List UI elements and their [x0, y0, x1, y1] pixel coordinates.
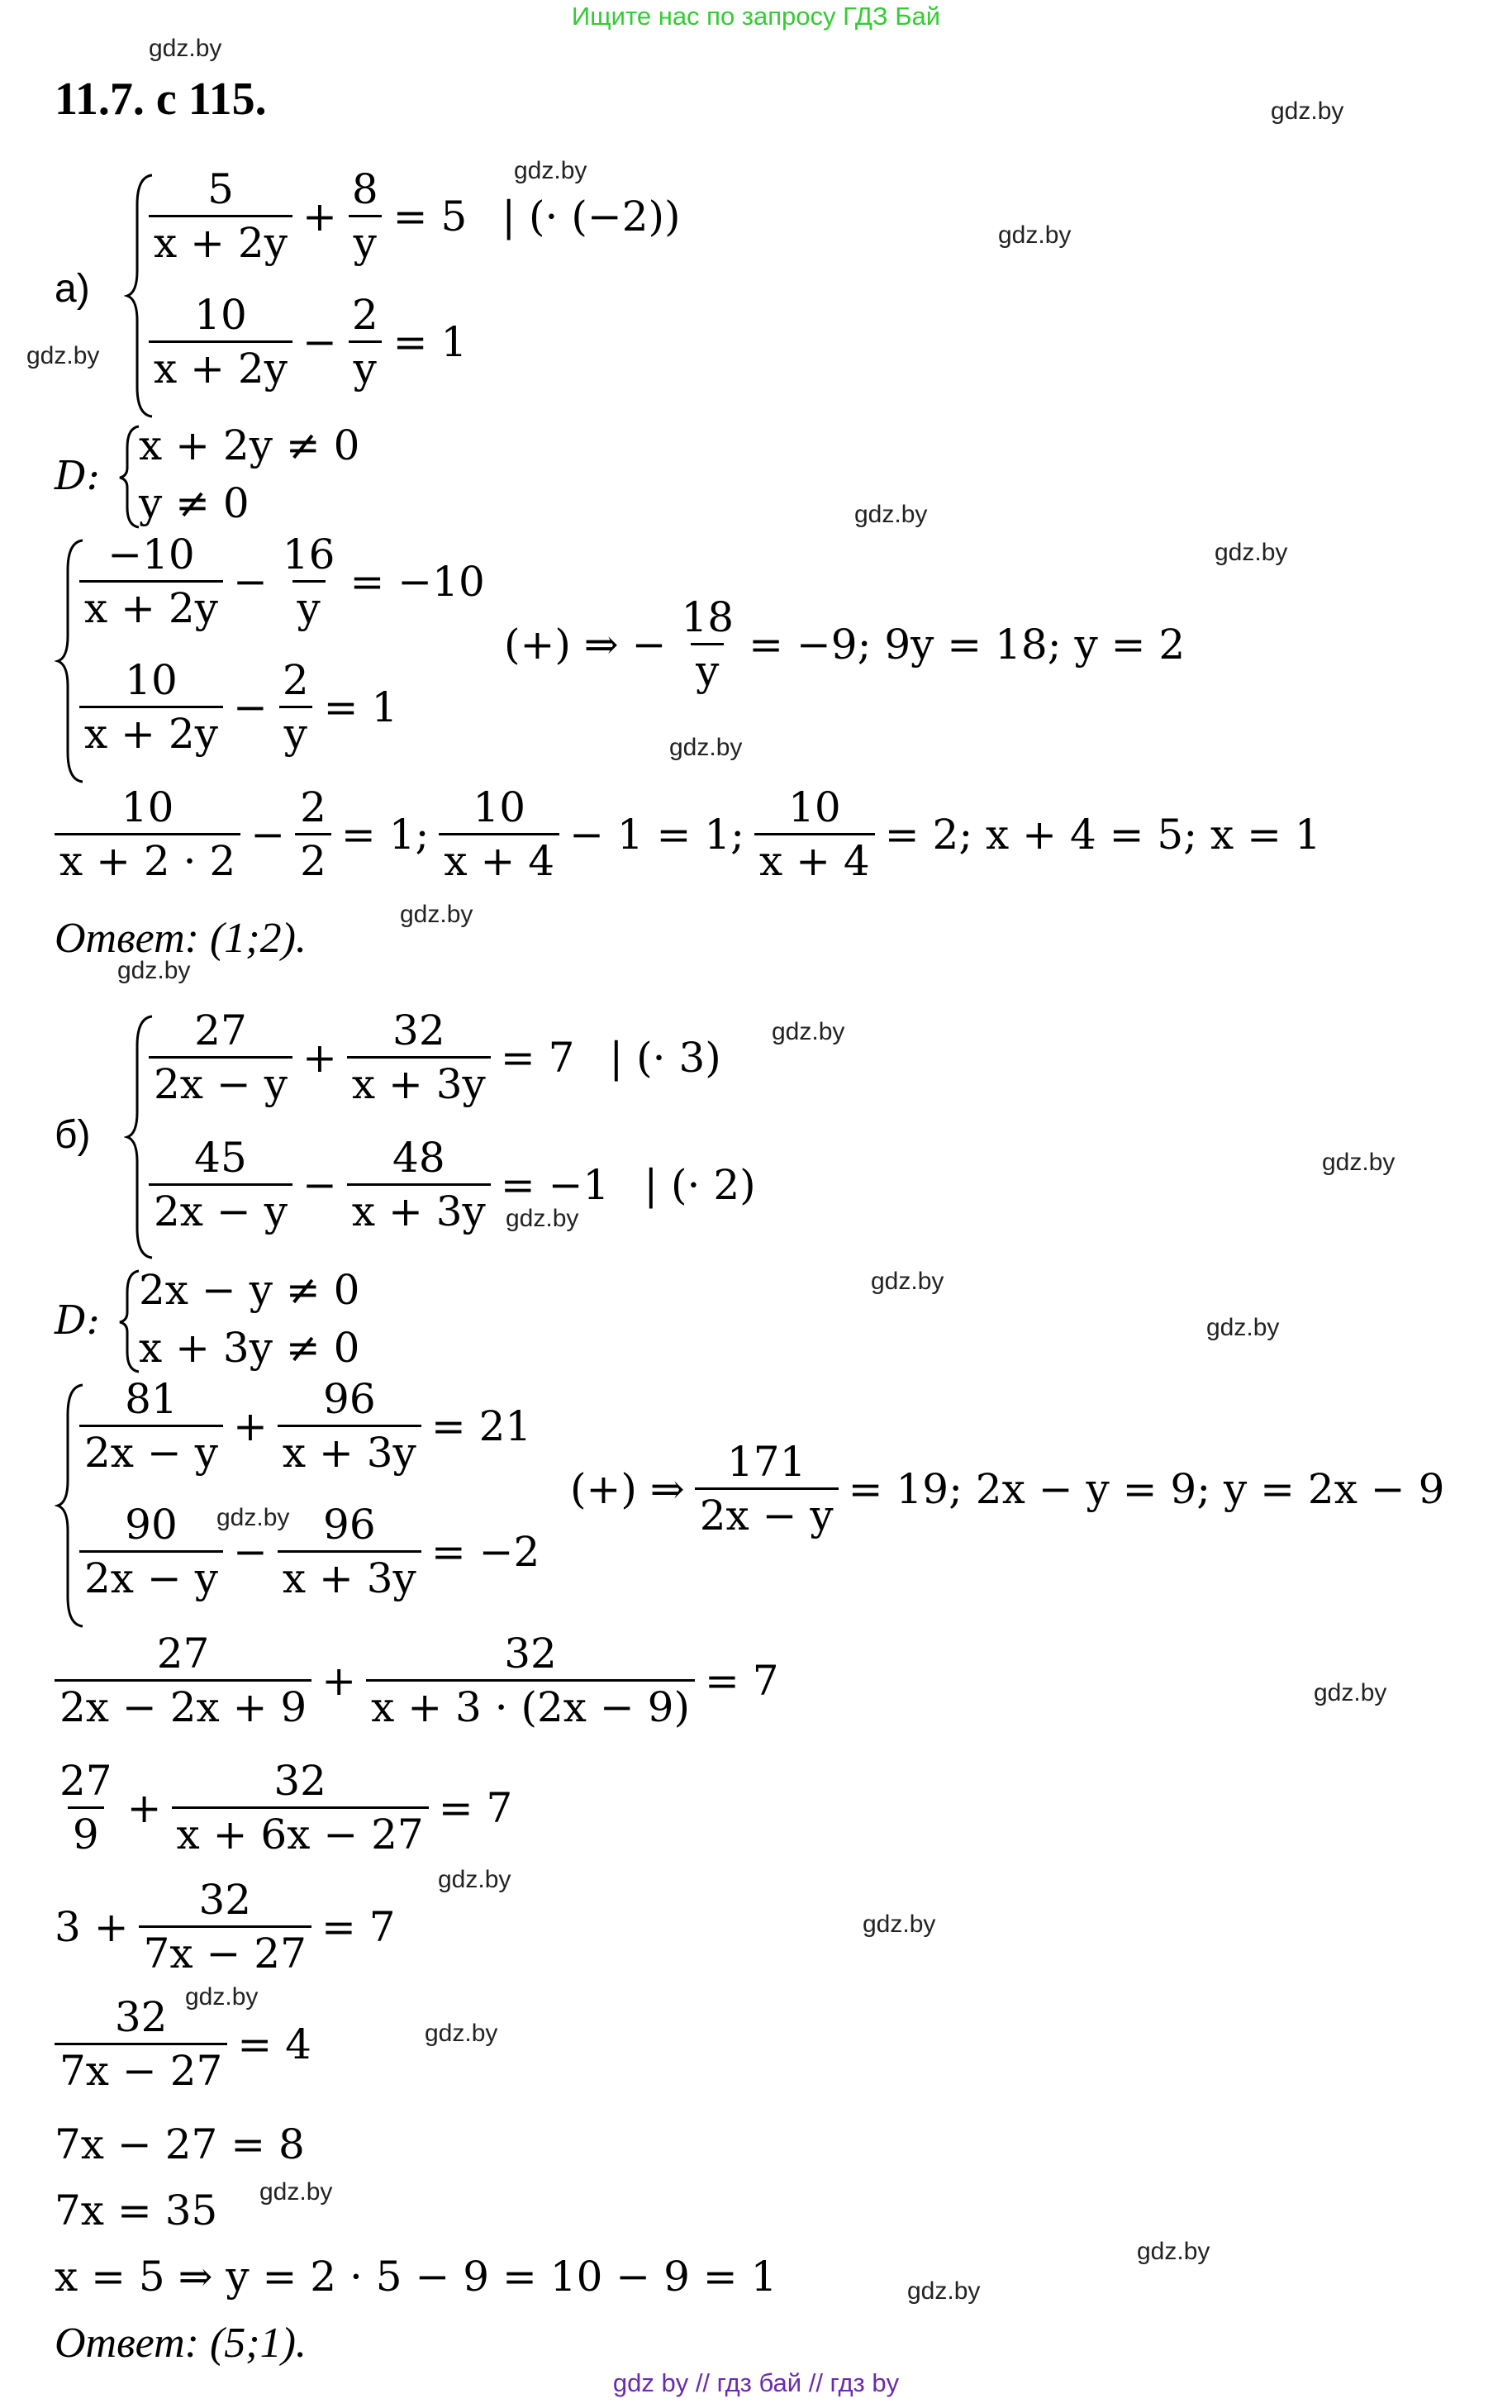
watermark: gdz.by	[117, 957, 191, 984]
right-hand-side: = 5	[392, 192, 468, 240]
text: − 1 = 1;	[569, 810, 745, 859]
sum-result-b	[570, 1438, 1445, 1540]
denominator: y	[349, 215, 382, 264]
denominator: x + 2y	[79, 706, 223, 754]
numerator: 5	[207, 165, 234, 213]
sum-suffix: = 19; 2x − y = 9; y = 2x − 9	[848, 1464, 1445, 1513]
denominator: 2x − y	[79, 1550, 223, 1599]
fraction	[149, 165, 292, 267]
fraction	[149, 1134, 292, 1235]
numerator: 90	[125, 1501, 178, 1549]
fraction	[695, 1438, 839, 1540]
right-hand-side: = −2	[430, 1527, 540, 1576]
part-b-label: б)	[55, 1113, 91, 1157]
denominator: y	[349, 340, 382, 389]
right-hand-side: = 7	[705, 1656, 779, 1705]
numerator: 81	[125, 1375, 178, 1423]
answer-a: Ответ: (1;2).	[55, 915, 307, 962]
operator: +	[126, 1783, 162, 1832]
denominator: 2x − 2x + 9	[55, 1679, 311, 1728]
watermark: gdz.by	[998, 221, 1072, 249]
denominator: 9	[68, 1806, 104, 1855]
watermark: gdz.by	[185, 1983, 259, 2011]
fraction	[676, 593, 739, 695]
fraction	[55, 1630, 311, 1731]
denominator: x + 4	[754, 833, 875, 882]
step-b6: 7x = 35	[55, 2187, 218, 2234]
part-a-label: а)	[55, 267, 90, 311]
right-hand-side: = 21	[430, 1401, 532, 1450]
text: 3 +	[55, 1902, 129, 1951]
fraction	[79, 656, 223, 758]
watermark: gdz.by	[149, 35, 222, 62]
right-hand-side: = 1	[392, 317, 468, 366]
watermark: gdz.by	[216, 1504, 290, 1531]
operator: −	[250, 810, 286, 859]
multiplier-note: | (· 2)	[644, 1160, 756, 1209]
step-b7: x = 5 ⇒ y = 2 · 5 − 9 = 10 − 9 = 1	[55, 2253, 777, 2301]
exercise-heading: 11.7. с 115.	[55, 74, 267, 125]
numerator: 171	[726, 1438, 806, 1486]
domain-label: D:	[55, 1297, 100, 1344]
fraction	[278, 656, 314, 758]
operator: +	[321, 1656, 357, 1705]
numerator: 32	[273, 1757, 326, 1805]
numerator: 27	[59, 1757, 112, 1805]
numerator: 10	[473, 783, 526, 831]
right-hand-side: = 7	[321, 1902, 396, 1951]
domain-condition: x + 2y ≠ 0	[139, 421, 360, 469]
fraction	[149, 1007, 292, 1108]
operator: +	[302, 1033, 337, 1082]
fraction	[149, 291, 292, 393]
fraction	[55, 1757, 117, 1858]
denominator: 7x − 27	[55, 2043, 227, 2092]
system-a-eq2	[149, 291, 468, 393]
step-b2	[55, 1757, 513, 1858]
step-b1	[55, 1630, 779, 1731]
fraction	[278, 1501, 421, 1602]
numerator: 96	[323, 1375, 376, 1423]
denominator: x + 2 · 2	[55, 833, 240, 882]
fraction	[347, 1134, 491, 1235]
watermark: gdz.by	[1206, 1314, 1280, 1341]
right-hand-side: = −10	[349, 557, 485, 606]
watermark: gdz.by	[506, 1205, 579, 1232]
operator: +	[302, 192, 337, 240]
sum-prefix: (+) ⇒ −	[504, 620, 667, 669]
numerator: 10	[125, 656, 178, 704]
numerator: 2	[282, 656, 309, 704]
watermark: gdz.by	[1137, 2238, 1210, 2265]
denominator: y	[292, 580, 326, 629]
denominator: 2x − y	[149, 1183, 292, 1232]
system-a2-eq1	[79, 531, 485, 632]
watermark: gdz.by	[259, 2178, 333, 2206]
denominator: y	[691, 643, 724, 692]
right-hand-side: = −1	[500, 1160, 610, 1209]
denominator: y	[279, 706, 312, 754]
numerator: 27	[156, 1630, 210, 1678]
watermark: gdz.by	[871, 1268, 944, 1295]
domain-condition: y ≠ 0	[139, 479, 250, 527]
fraction	[278, 1375, 421, 1477]
watermark: gdz.by	[400, 901, 473, 928]
watermark: gdz.by	[438, 1866, 511, 1893]
top-banner: Ищите нас по запросу ГДЗ Бай	[571, 2, 941, 31]
numerator: 16	[282, 531, 335, 578]
fraction	[347, 165, 383, 267]
domain-condition: x + 3y ≠ 0	[139, 1324, 360, 1372]
numerator: 32	[114, 1993, 168, 2041]
fraction	[79, 1375, 223, 1477]
watermark: gdz.by	[1322, 1149, 1396, 1176]
denominator: x + 6x − 27	[172, 1806, 429, 1855]
numerator: 48	[392, 1134, 445, 1182]
numerator: 10	[121, 783, 174, 831]
operator: −	[232, 683, 268, 731]
operator: +	[232, 1401, 268, 1450]
denominator: x + 4	[439, 833, 559, 882]
denominator: x + 3y	[278, 1550, 421, 1599]
right-hand-side: = 7	[438, 1783, 513, 1832]
system-a2-eq2	[79, 656, 398, 758]
numerator: 45	[194, 1134, 247, 1182]
denominator: 7x − 27	[139, 1925, 311, 1974]
domain-label: D:	[55, 453, 100, 499]
numerator: 10	[194, 291, 247, 339]
numerator: 96	[323, 1501, 376, 1549]
system-b-eq1	[149, 1007, 721, 1108]
step-b3	[55, 1876, 396, 1977]
watermark: gdz.by	[425, 2020, 498, 2047]
numerator: 32	[198, 1876, 252, 1924]
multiplier-note: | (· (−2))	[502, 192, 681, 240]
answer-b: Ответ: (5;1).	[55, 2320, 307, 2367]
denominator: x + 2y	[149, 340, 292, 389]
watermark: gdz.by	[863, 1911, 936, 1938]
numerator: 18	[681, 593, 735, 641]
denominator: 2x − y	[149, 1056, 292, 1105]
text: = 2; x + 4 = 5; x = 1	[884, 810, 1321, 859]
system-a-eq1	[149, 165, 681, 267]
fraction	[347, 1007, 491, 1108]
fraction	[754, 783, 875, 885]
bottom-banner: gdz by // гдз бай // гдз by	[612, 2368, 900, 2397]
denominator: 2x − y	[695, 1487, 839, 1536]
numerator: 8	[351, 165, 378, 213]
watermark: gdz.by	[1314, 1679, 1387, 1706]
numerator: 2	[351, 291, 378, 339]
watermark: gdz.by	[772, 1018, 845, 1045]
denominator: x + 3 · (2x − 9)	[366, 1679, 695, 1728]
system-b-eq2	[149, 1134, 756, 1235]
fraction	[278, 531, 340, 632]
sum-prefix: (+) ⇒	[570, 1464, 685, 1513]
right-hand-side: = 7	[500, 1033, 575, 1082]
system-b2-eq2	[79, 1501, 540, 1602]
operator: −	[232, 1527, 268, 1576]
watermark: gdz.by	[26, 342, 100, 369]
numerator: 32	[504, 1630, 557, 1678]
watermark: gdz.by	[907, 2277, 981, 2305]
watermark: gdz.by	[854, 501, 928, 528]
multiplier-note: | (· 3)	[609, 1033, 721, 1082]
sum-suffix: = −9; 9y = 18; y = 2	[749, 620, 1186, 669]
watermark: gdz.by	[1271, 98, 1344, 125]
step-b5: 7x − 27 = 8	[55, 2120, 305, 2168]
text: = 1;	[340, 810, 430, 859]
domain-condition: 2x − y ≠ 0	[139, 1266, 360, 1314]
sum-result-a	[504, 593, 1186, 695]
denominator: x + 3y	[347, 1183, 491, 1232]
denominator: x + 3y	[347, 1056, 491, 1105]
right-hand-side: = 4	[237, 2020, 311, 2068]
denominator: 2	[295, 833, 331, 882]
fraction	[366, 1630, 695, 1731]
fraction	[295, 783, 331, 885]
fraction	[172, 1757, 429, 1858]
operator: −	[232, 557, 268, 606]
numerator: 2	[300, 783, 326, 831]
watermark: gdz.by	[514, 157, 587, 184]
right-hand-side: = 1	[323, 683, 398, 731]
denominator: x + 3y	[278, 1425, 421, 1473]
fraction	[55, 1993, 227, 2095]
step-b4	[55, 1993, 311, 2095]
operator: −	[302, 1160, 337, 1209]
numerator: −10	[107, 531, 195, 578]
denominator: x + 2y	[79, 580, 223, 629]
denominator: x + 2y	[149, 215, 292, 264]
fraction	[79, 531, 223, 632]
watermark: gdz.by	[669, 734, 743, 761]
fraction	[139, 1876, 311, 1977]
numerator: 10	[788, 783, 841, 831]
watermark: gdz.by	[1215, 539, 1288, 566]
fraction	[79, 1501, 223, 1602]
substitution-a	[55, 783, 1321, 885]
fraction	[55, 783, 240, 885]
fraction	[347, 291, 383, 393]
operator: −	[302, 317, 337, 366]
system-b2-eq1	[79, 1375, 532, 1477]
numerator: 32	[392, 1007, 445, 1054]
numerator: 27	[194, 1007, 247, 1054]
fraction	[439, 783, 559, 885]
denominator: 2x − y	[79, 1425, 223, 1473]
